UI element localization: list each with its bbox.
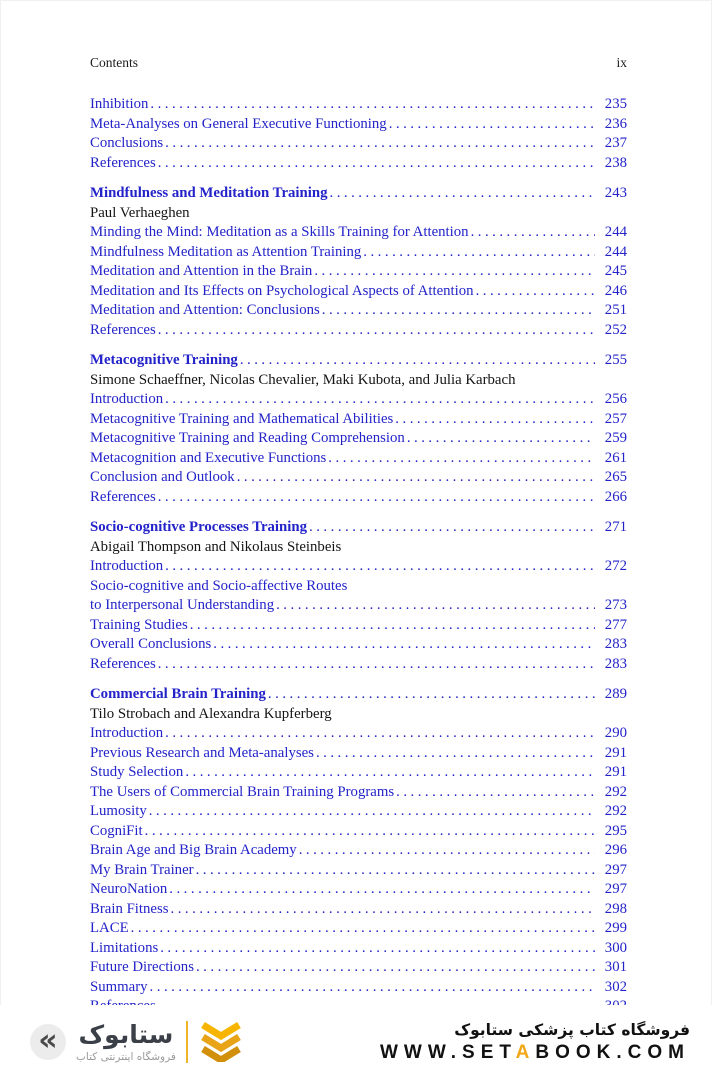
toc-entry-label: Conclusions: [90, 135, 164, 151]
page-header: [90, 55, 627, 71]
toc-entry-label: Future Directions: [90, 959, 194, 975]
page-number: 238: [604, 154, 627, 171]
authors-line: Tilo Strobach and Alexandra Kupferberg: [90, 705, 332, 722]
page-number: 244: [604, 224, 627, 240]
page-number: 295: [604, 822, 627, 839]
authors-line: Paul Verhaeghen: [90, 204, 190, 221]
dot-leader: [363, 243, 595, 263]
brand-name: ستابوک: [78, 1020, 174, 1050]
toc-section-title-label: Commercial Brain Training: [90, 686, 266, 702]
toc-entry-label: Meta-Analyses on General Executive Functioning: [90, 115, 387, 132]
toc-entry-label: Introduction: [90, 391, 164, 407]
dot-leader: [322, 301, 595, 321]
toc-entry-label: References: [90, 321, 156, 338]
toc-entry[interactable]: [90, 939, 627, 959]
toc-entry-label: Brain Age and Big Brain Academy: [90, 842, 297, 858]
dot-leader: [395, 410, 595, 430]
toc-entry[interactable]: [90, 577, 627, 597]
page-number: 255: [604, 352, 627, 368]
page-number: 265: [604, 469, 627, 485]
toc-section: [90, 184, 627, 340]
dot-leader: [165, 134, 595, 154]
toc-entry[interactable]: [90, 958, 627, 978]
toc-entry-label: Previous Research and Meta-analyses: [90, 744, 314, 761]
page-number: 289: [604, 686, 627, 702]
page-number: 283: [604, 655, 627, 672]
dot-leader: [185, 763, 595, 783]
toc-entry[interactable]: [90, 557, 627, 577]
toc-entry[interactable]: [90, 301, 627, 321]
toc-entry[interactable]: [90, 449, 627, 469]
page-number: 300: [604, 939, 627, 956]
toc-entry[interactable]: [90, 724, 627, 744]
toc-entry[interactable]: [90, 635, 627, 655]
toc-entry[interactable]: [90, 429, 627, 449]
toc-entry-label: CogniFit: [90, 822, 143, 839]
dot-leader: [276, 596, 595, 616]
page-number: 277: [604, 616, 627, 633]
toc-entry[interactable]: [90, 115, 627, 135]
page-number: 297: [604, 861, 627, 878]
toc-entry[interactable]: [90, 880, 627, 900]
toc-entry-label: Metacognitive Training and Reading Comprehension: [90, 430, 405, 446]
dot-leader: [476, 282, 595, 302]
authors-line: Abigail Thompson and Nikolaus Steinbeis: [90, 538, 342, 555]
dot-leader: [196, 958, 595, 978]
double-chevron-icon: «: [30, 1024, 66, 1060]
toc-entry-label: Summary: [90, 978, 148, 995]
toc-entry[interactable]: [90, 488, 627, 508]
toc-entry-label: Minding the Mind: Meditation as a Skills Training for Attention: [90, 224, 469, 240]
page-number: 296: [604, 842, 627, 858]
dot-leader: [131, 919, 595, 939]
page-number: 266: [604, 488, 627, 505]
page-number: 292: [604, 783, 627, 800]
toc-section-title[interactable]: [90, 184, 627, 204]
toc-entry-label: Lumosity: [90, 803, 147, 819]
store-title: فروشگاه کتاب پزشکی ستابوک: [454, 1020, 690, 1039]
toc-entry[interactable]: [90, 919, 627, 939]
toc-section-title-label: Socio-cognitive Processes Training: [90, 519, 308, 535]
toc-section: [90, 95, 627, 173]
toc-section: [90, 351, 627, 507]
toc-entry-label: Limitations: [90, 939, 159, 956]
toc-entry[interactable]: [90, 763, 627, 783]
dot-leader: [396, 783, 595, 803]
dot-leader: [196, 861, 595, 881]
toc-entry-label: Meditation and Attention: Conclusions: [90, 302, 320, 318]
dot-leader: [316, 744, 595, 764]
dot-leader: [158, 488, 595, 508]
page-number: 299: [604, 920, 627, 936]
folio-page-number: ix: [616, 55, 627, 70]
dot-leader: [314, 262, 595, 282]
toc-entry[interactable]: [90, 243, 627, 263]
dot-leader: [165, 390, 595, 410]
dot-leader: [213, 635, 595, 655]
toc-entry-label: The Users of Commercial Brain Training Programs: [90, 783, 395, 800]
page-number: 272: [604, 558, 627, 574]
toc-entry[interactable]: [90, 861, 627, 881]
dot-leader: [237, 468, 595, 488]
toc-section: [90, 518, 627, 674]
toc-entry[interactable]: [90, 282, 627, 302]
page-number: 256: [604, 391, 627, 407]
toc-entry-label: Introduction: [90, 725, 164, 741]
toc-entry-label: Brain Fitness: [90, 900, 169, 917]
dot-leader: [407, 429, 595, 449]
toc-entry[interactable]: [90, 744, 627, 764]
page-number: 301: [604, 959, 627, 975]
toc-entry-label: Study Selection: [90, 764, 184, 780]
page-number: 235: [604, 96, 627, 112]
dot-leader: [471, 223, 595, 243]
toc-entry[interactable]: [90, 321, 627, 341]
dot-leader: [165, 557, 595, 577]
dot-leader: [158, 655, 595, 675]
toc-section-title[interactable]: [90, 685, 627, 705]
dot-leader: [149, 802, 595, 822]
toc-entry-label: References: [90, 154, 156, 171]
toc-entry-label: Training Studies: [90, 616, 188, 633]
toc-entry[interactable]: [90, 596, 627, 616]
toc-entry[interactable]: [90, 410, 627, 430]
page-number: 283: [604, 636, 627, 652]
toc-entry-label: Conclusion and Outlook: [90, 469, 235, 485]
toc-entry[interactable]: [90, 223, 627, 243]
page-number: 261: [604, 449, 627, 466]
dot-leader: [158, 154, 595, 174]
brand-divider: [186, 1021, 188, 1063]
page-number: 298: [604, 900, 627, 917]
toc-entry-label: Overall Conclusions: [90, 636, 212, 652]
toc-entry-label: Socio-cognitive and Socio-affective Routes: [90, 577, 348, 594]
dot-leader: [165, 724, 595, 744]
store-info: [380, 1021, 690, 1064]
page-number: 243: [604, 185, 627, 201]
toc-entry[interactable]: [90, 978, 627, 998]
dot-leader: [158, 321, 595, 341]
website-text[interactable]: WWW.SETABOOK.COM: [379, 1041, 690, 1063]
dot-leader: [145, 822, 595, 842]
toc-entry[interactable]: [90, 134, 627, 154]
page-number: 246: [604, 282, 627, 299]
page-number: 244: [604, 243, 627, 260]
toc-entry-label: LACE: [90, 920, 129, 936]
authors-line: Simone Schaeffner, Nicolas Chevalier, Maki Kubota, and Julia Karbach: [90, 371, 516, 388]
page-number: 271: [604, 519, 627, 535]
toc-entry[interactable]: [90, 262, 627, 282]
brand-text: [76, 1021, 176, 1063]
toc-entry-label: to Interpersonal Understanding: [90, 597, 275, 613]
page-number: 273: [604, 597, 627, 613]
watermark-banner: [0, 1005, 712, 1079]
dot-leader: [190, 616, 595, 636]
page-number: 297: [604, 881, 627, 897]
toc-entry-label: References: [90, 488, 156, 505]
dot-leader: [150, 978, 595, 998]
brand-emblem-icon: [198, 1018, 244, 1067]
toc-entry-label: Introduction: [90, 558, 164, 574]
toc-entry[interactable]: [90, 468, 627, 488]
page-number: 290: [604, 725, 627, 741]
page-number: 291: [604, 764, 627, 780]
page-number: 259: [604, 430, 627, 446]
page-number: 292: [604, 803, 627, 819]
page-number: 251: [604, 302, 627, 318]
toc-entry-label: My Brain Trainer: [90, 861, 194, 878]
toc-section-title[interactable]: [90, 518, 627, 538]
toc-section-title-label: Metacognitive Training: [90, 352, 238, 368]
toc-entry-label: Meditation and Its Effects on Psychological Aspects of Attention: [90, 282, 474, 299]
dot-leader: [299, 841, 595, 861]
toc-section-title-label: Mindfulness and Meditation Training: [90, 185, 328, 201]
toc-entry-label: Meditation and Attention in the Brain: [90, 263, 313, 279]
toc-entry[interactable]: [90, 95, 627, 115]
toc-entry-label: References: [90, 655, 156, 672]
brand-logo: [30, 1018, 244, 1067]
page-number: 237: [604, 135, 627, 151]
toc-entry-label: Mindfulness Meditation as Attention Training: [90, 243, 362, 260]
dot-leader: [328, 449, 595, 469]
toc-entry-label: Inhibition: [90, 96, 149, 112]
toc-entry[interactable]: [90, 154, 627, 174]
page-number: 291: [604, 744, 627, 761]
dot-leader: [268, 685, 595, 705]
dot-leader: [309, 518, 595, 538]
dot-leader: [160, 939, 595, 959]
toc-entry[interactable]: [90, 655, 627, 675]
dot-leader: [171, 900, 595, 920]
dot-leader: [150, 95, 595, 115]
page-number: 236: [604, 115, 627, 132]
toc-section: [90, 685, 627, 1017]
dot-leader: [389, 115, 595, 135]
toc-entry[interactable]: [90, 616, 627, 636]
dot-leader: [330, 184, 596, 204]
toc-entry[interactable]: [90, 822, 627, 842]
page-number: 245: [604, 263, 627, 279]
page-number: 257: [604, 410, 627, 427]
toc-entry[interactable]: [90, 841, 627, 861]
toc: [90, 95, 627, 1017]
toc-entry[interactable]: [90, 783, 627, 803]
toc-entry-label: Metacognitive Training and Mathematical Abilities: [90, 410, 394, 427]
toc-entry-label: Metacognition and Executive Functions: [90, 449, 327, 466]
toc-entry[interactable]: [90, 802, 627, 822]
brand-tagline: فروشگاه اینترنتی کتاب: [76, 1050, 176, 1063]
toc-entry[interactable]: [90, 390, 627, 410]
page-number: 302: [604, 978, 627, 995]
dot-leader: [240, 351, 595, 371]
toc-entry-label: NeuroNation: [90, 881, 168, 897]
toc-entry[interactable]: [90, 900, 627, 920]
contents-heading: Contents: [90, 55, 139, 70]
toc-section-title[interactable]: [90, 351, 627, 371]
page-number: 252: [604, 321, 627, 338]
dot-leader: [169, 880, 595, 900]
